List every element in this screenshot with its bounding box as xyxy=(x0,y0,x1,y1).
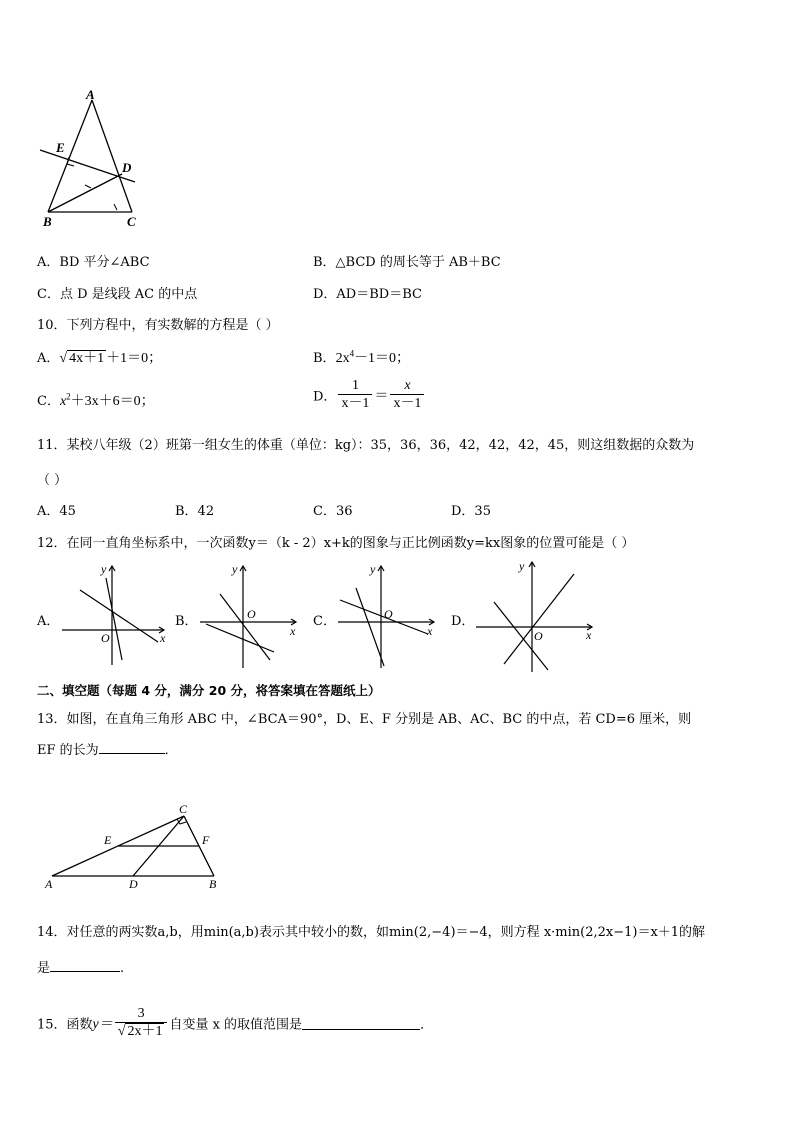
q12-d-x-label: x xyxy=(586,628,592,642)
q10-option-c-label: C． xyxy=(37,394,60,409)
q15-numerator: 3 xyxy=(115,1006,168,1023)
q11-option-c[interactable]: C．36 xyxy=(313,504,353,519)
q10-option-c-x: x xyxy=(59,394,67,409)
q13-label-C: C xyxy=(179,802,188,816)
q13-triangle-figure xyxy=(40,800,230,892)
q12-d-origin: O xyxy=(534,629,543,643)
q13-label-E: E xyxy=(104,833,112,847)
q10-option-a[interactable]: A．√ 4x＋1 ＋1＝0； xyxy=(37,351,163,366)
q15-denominator: √ 2x＋1 xyxy=(117,1024,163,1039)
q13-line1: 13．如图，在直角三角形 ABC 中，∠BCA＝90°，D、E、F 分别是 AB、AC、BC 的中点，若 CD=6 厘米，则 xyxy=(37,712,692,727)
q9-option-c[interactable]: C．点 D 是线段 AC 的中点 xyxy=(37,287,198,302)
q11-option-d[interactable]: D．35 xyxy=(451,504,491,519)
q15-post: ． xyxy=(420,1017,434,1033)
q12-option-d[interactable]: D． xyxy=(451,614,475,629)
q9-label-C: C xyxy=(127,214,136,229)
q11-paren: （ ） xyxy=(37,473,68,488)
q14-line2-pre: 是 xyxy=(37,961,51,976)
q10-option-d-frac1: $\frac{1}{x-1}$ xyxy=(338,378,372,412)
q12-c-y-label: y xyxy=(370,562,376,576)
q15-pre: 15．函数 xyxy=(37,1017,93,1033)
q14-line2 xyxy=(37,957,124,976)
q13-label-A: A xyxy=(45,877,53,891)
q15-y-eq: y＝ xyxy=(92,1017,113,1032)
q10-option-c[interactable] xyxy=(37,390,155,410)
q9-option-d[interactable]: D．AD＝BD＝BC xyxy=(313,287,422,302)
q10-option-b-rest: －1＝0； xyxy=(354,351,411,366)
q10-option-d[interactable] xyxy=(313,378,426,412)
q10-option-b-expr: 2x xyxy=(335,351,350,366)
q9-label-D: D xyxy=(122,160,132,175)
q11-option-b[interactable]: B．42 xyxy=(175,504,215,519)
q10-option-a-radicand: 4x＋1 xyxy=(69,351,105,366)
q12-b-x-label: x xyxy=(290,624,296,638)
section-2-heading: 二、填空题（每题 4 分，满分 20 分，将答案填在答题纸上） xyxy=(37,683,381,698)
q10-option-b-label: B． xyxy=(313,351,336,366)
q13-line2-pre: EF 的长为 xyxy=(37,743,99,758)
q10-option-d-label: D． xyxy=(313,389,337,405)
q12-a-x-label: x xyxy=(160,631,166,645)
q10-option-c-rest: ＋3x＋6＝0； xyxy=(70,394,155,409)
q12-b-y-label: y xyxy=(232,562,238,576)
q12-option-a[interactable]: A． xyxy=(37,614,60,629)
q14-answer-blank[interactable] xyxy=(50,958,120,972)
q10-option-c-exp: 2 xyxy=(66,391,71,402)
q9-label-A: A xyxy=(86,87,95,102)
q12-d-y-label: y xyxy=(519,559,525,573)
q12-c-origin: O xyxy=(384,607,393,621)
q9-label-E: E xyxy=(56,140,65,155)
q10-option-b-exp: 4 xyxy=(349,348,355,359)
q13-line2 xyxy=(37,739,178,758)
q13-label-F: F xyxy=(202,833,210,847)
q14-line1: 14．对任意的两实数a,b，用min(a,b)表示其中较小的数，如min(2,−4)＝−4，则方程 x·min(2,2x−1)＝x＋1的解 xyxy=(37,925,706,940)
q15-answer-blank[interactable] xyxy=(302,1016,420,1030)
q12-graph-b xyxy=(198,560,303,670)
q15-mid: 自变量 x 的取值范围是 xyxy=(169,1017,303,1033)
q10-option-a-rest: ＋1＝0； xyxy=(106,351,163,366)
q10-stem: 10．下列方程中，有实数解的方程是（ ） xyxy=(37,318,279,333)
q13-label-B: B xyxy=(209,877,217,891)
q12-graph-a xyxy=(60,560,172,670)
q12-graph-c xyxy=(336,560,441,670)
q12-graph-d xyxy=(474,556,599,674)
q10-option-b[interactable] xyxy=(313,347,410,367)
q15-line xyxy=(37,1006,433,1040)
q9-option-a[interactable]: A．BD 平分∠ABC xyxy=(37,255,150,270)
q12-stem: 12．在同一直角坐标系中，一次函数y＝（k - 2）x+k的图象与正比例函数y=kx图象的位置可能是（ ） xyxy=(37,536,635,551)
q10-option-d-frac2: $\frac{x}{x-1}$ xyxy=(390,378,424,412)
q10-option-d-eq: ＝ xyxy=(374,389,389,404)
q9-triangle-figure xyxy=(30,86,150,232)
q12-a-y-label: y xyxy=(101,562,107,576)
q10-option-a-label: A． xyxy=(37,351,60,366)
q9-option-b[interactable]: B．△BCD 的周长等于 AB＋BC xyxy=(313,255,501,270)
q11-option-a[interactable]: A．45 xyxy=(37,504,76,519)
q12-option-c[interactable]: C． xyxy=(313,614,336,629)
q12-b-origin: O xyxy=(247,607,256,621)
q13-label-D: D xyxy=(129,877,138,891)
q13-line2-post: ． xyxy=(164,743,178,758)
q11-stem: 11．某校八年级（2）班第一组女生的体重（单位：kg）：35，36，36，42，42，42，45，则这组数据的众数为 xyxy=(37,438,695,453)
q12-c-x-label: x xyxy=(427,624,433,638)
q14-line2-post: . xyxy=(120,961,125,976)
q13-answer-blank[interactable] xyxy=(99,740,165,754)
q12-a-origin: O xyxy=(101,631,110,645)
q9-label-B: B xyxy=(43,214,52,229)
q12-option-b[interactable]: B． xyxy=(175,614,198,629)
q15-fraction xyxy=(115,1006,168,1040)
